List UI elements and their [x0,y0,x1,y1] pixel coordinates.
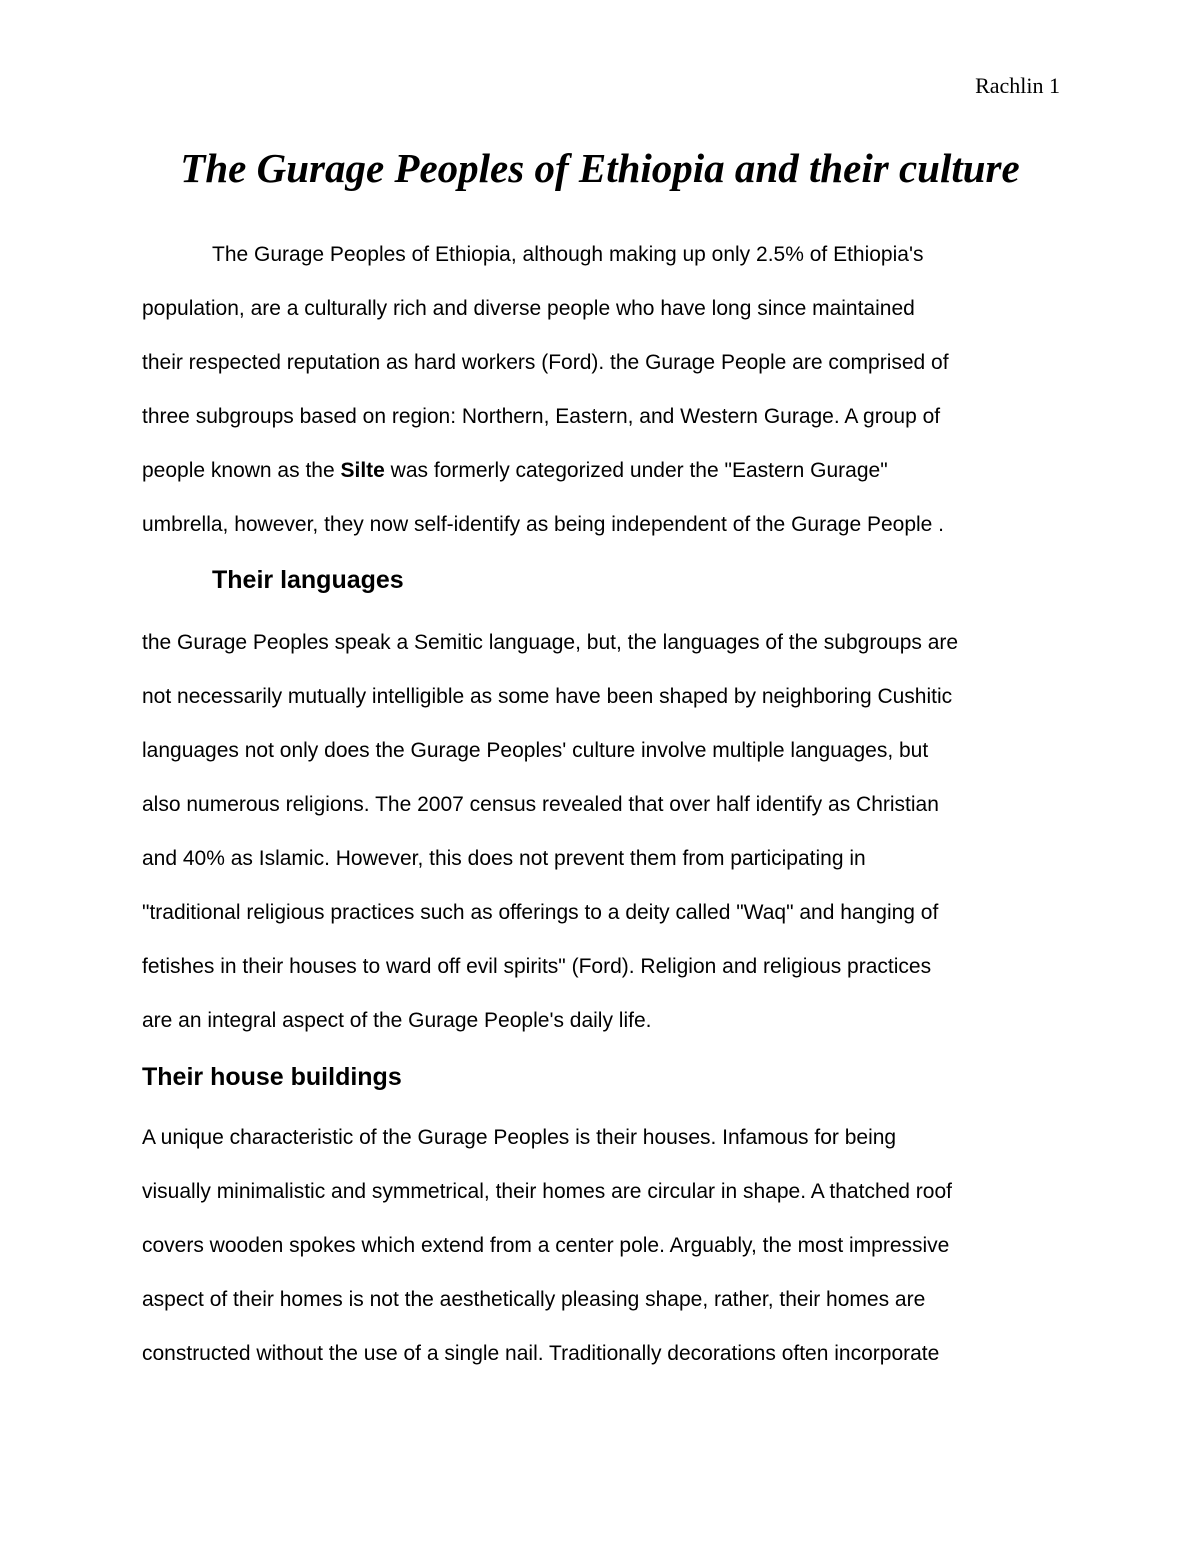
intro-line-5 [142,456,888,486]
section-heading-languages: Their languages [212,566,404,594]
intro-line-4: three subgroups based on region: Northern, Eastern, and Western Gurage. A group of [142,405,941,428]
intro-line-5-start: people known as the [142,459,341,482]
languages-line-5: and 40% as Islamic. However, this does not prevent them from participating in [142,847,866,870]
languages-line-2: not necessarily mutually intelligible as some have been shaped by neighboring Cushitic [142,685,953,708]
running-head: Rachlin 1 [975,73,1060,98]
document-title: The Gurage Peoples of Ethiopia and their culture [180,145,1020,191]
languages-line-1: the Gurage Peoples speak a Semitic language, but, the languages of the subgroups are [142,631,959,654]
section-heading-houses: Their house buildings [142,1063,402,1091]
intro-line-1: The Gurage Peoples of Ethiopia, although making up only 2.5% of Ethiopia's [212,243,924,266]
languages-line-7: fetishes in their houses to ward off evil spirits" (Ford). Religion and religious practices [142,955,932,978]
languages-line-8: are an integral aspect of the Gurage People's daily life. [142,1009,652,1032]
houses-line-2: visually minimalistic and symmetrical, their homes are circular in shape. A thatched roof [142,1180,952,1203]
intro-line-2: population, are a culturally rich and diverse people who have long since maintained [142,297,915,320]
houses-line-1: A unique characteristic of the Gurage Peoples is their houses. Infamous for being [142,1126,897,1149]
houses-line-3: covers wooden spokes which extend from a center pole. Arguably, the most impressive [142,1234,950,1257]
languages-line-3: languages not only does the Gurage Peoples' culture involve multiple languages, but [142,739,929,762]
intro-line-6: umbrella, however, they now self-identify as being independent of the Gurage People . [142,513,945,536]
languages-line-4: also numerous religions. The 2007 census revealed that over half identify as Christian [142,793,939,816]
intro-line-3: their respected reputation as hard workers (Ford). the Gurage People are comprised of [142,351,949,374]
intro-line-5-rest: was formerly categorized under the "Eastern Gurage" [384,459,888,482]
houses-line-4: aspect of their homes is not the aesthetically pleasing shape, rather, their homes are [142,1288,926,1311]
bold-term-silte: Silte [340,459,385,482]
languages-line-6: "traditional religious practices such as offerings to a deity called "Waq" and hanging of [142,901,939,924]
houses-line-5: constructed without the use of a single nail. Traditionally decorations often incorporate [142,1342,940,1365]
